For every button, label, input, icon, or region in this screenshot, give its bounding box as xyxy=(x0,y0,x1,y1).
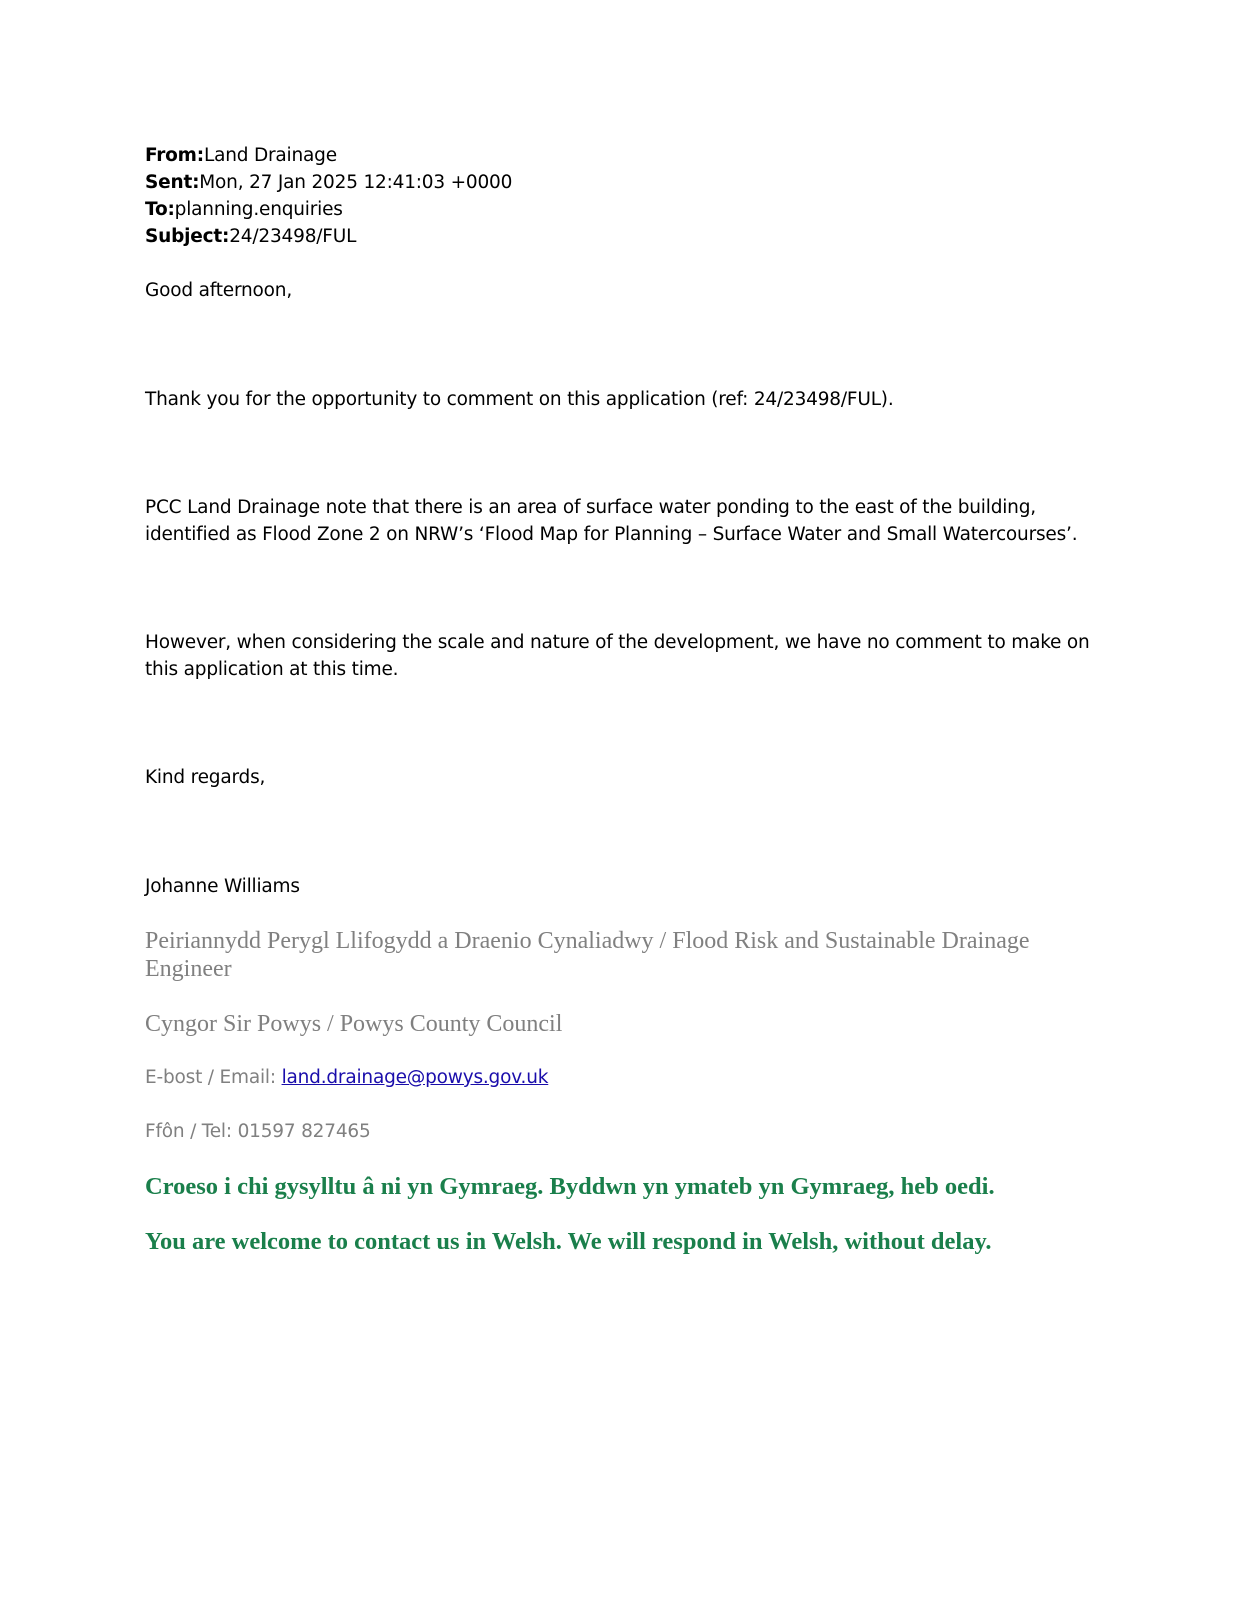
subject-label: Subject: xyxy=(145,226,230,247)
from-line xyxy=(145,142,1095,169)
english-language-notice: You are welcome to contact us in Welsh. We will respond in Welsh, without delay. xyxy=(145,1228,992,1255)
paragraph-flood-note xyxy=(145,494,1095,548)
paragraph-thanks: Thank you for the opportunity to comment on this application (ref: 24/23498/FUL). xyxy=(145,389,894,410)
signature-organisation: Cyngor Sir Powys / Powys County Council xyxy=(145,1011,563,1037)
paragraph-no-comment-line-1: However, when considering the scale and nature of the development, we have no comment to make on xyxy=(145,632,1090,653)
signature-title-line-1: Peiriannydd Perygl Llifogydd a Draenio Cynaliadwy / Flood Risk and Sustainable Drainage xyxy=(145,928,1030,954)
paragraph-flood-note-line-1: PCC Land Drainage note that there is an area of surface water ponding to the east of the building, xyxy=(145,497,1036,518)
signature-name: Johanne Williams xyxy=(145,876,300,897)
from-value: Land Drainage xyxy=(203,145,337,166)
email-label: E-bost / Email: xyxy=(145,1067,282,1088)
email-link[interactable]: land.drainage@powys.gov.uk xyxy=(281,1067,549,1088)
to-value: planning.enquiries xyxy=(174,199,343,220)
paragraph-flood-note-line-2: identified as Flood Zone 2 on NRW’s ‘Flood Map for Planning – Surface Water and Small Watercourses’. xyxy=(145,524,1078,545)
subject-value: 24/23498/FUL xyxy=(229,226,357,247)
email-header xyxy=(145,142,1095,250)
paragraph-no-comment xyxy=(145,629,1095,683)
signature-email-line xyxy=(145,1064,1095,1091)
signature-title-line-2: Engineer xyxy=(145,956,232,982)
greeting: Good afternoon, xyxy=(145,280,293,301)
to-line xyxy=(145,196,1095,223)
paragraph-no-comment-line-2: this application at this time. xyxy=(145,659,399,680)
sent-label: Sent: xyxy=(145,172,200,193)
welsh-language-notice: Croeso i chi gysylltu â ni yn Gymraeg. Byddwn yn ymateb yn Gymraeg, heb oedi. xyxy=(145,1173,995,1200)
sent-value: Mon, 27 Jan 2025 12:41:03 +0000 xyxy=(199,172,513,193)
signature-title xyxy=(145,927,1095,983)
to-label: To: xyxy=(145,199,175,220)
sent-line xyxy=(145,169,1095,196)
from-label: From: xyxy=(145,145,204,166)
signature-phone: Ffôn / Tel: 01597 827465 xyxy=(145,1121,371,1142)
closing: Kind regards, xyxy=(145,767,266,788)
subject-line xyxy=(145,223,1095,250)
